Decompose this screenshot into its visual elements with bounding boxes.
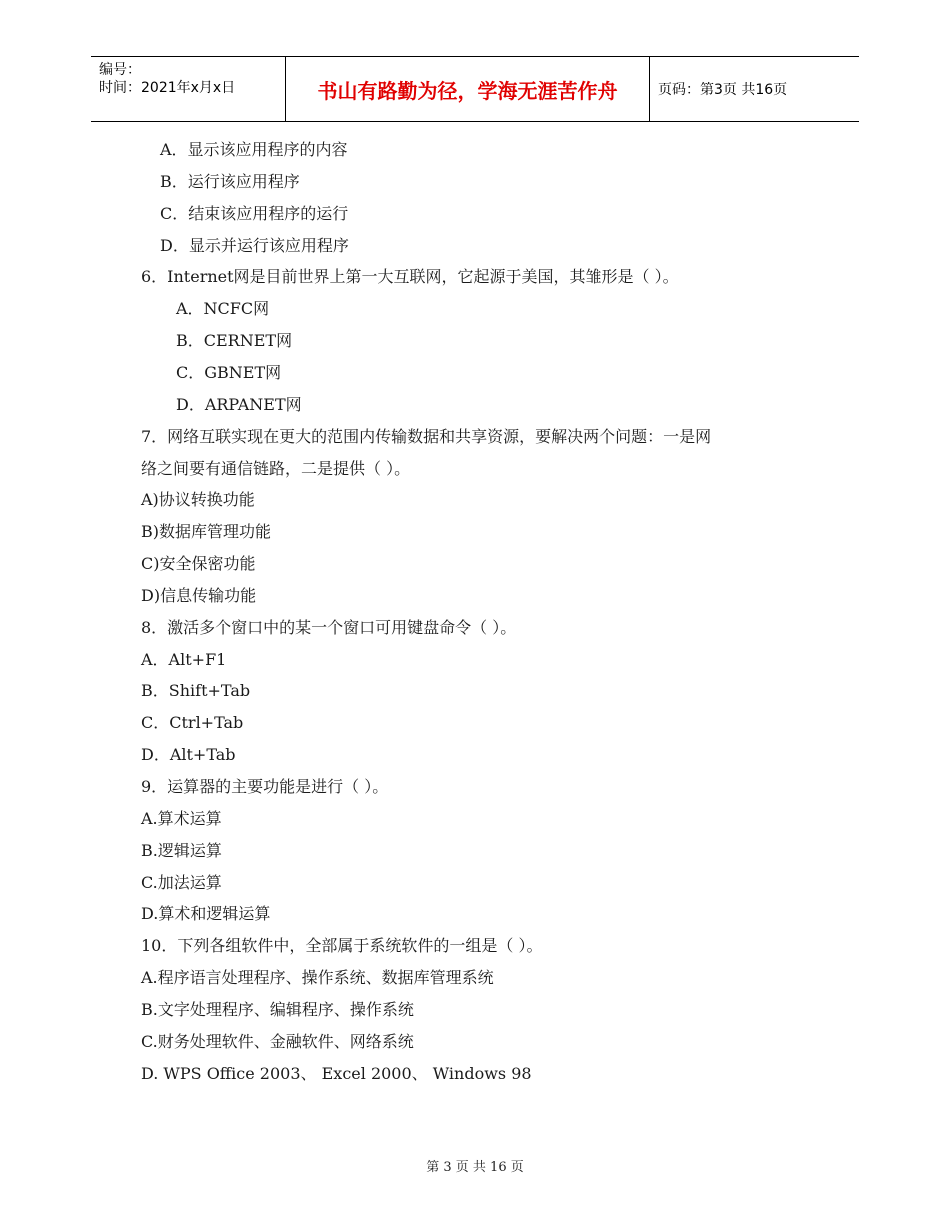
header-code-label: 编号： [99,62,141,78]
document-line: D．Alt+Tab [141,745,236,765]
document-line: B．CERNET网 [176,331,293,351]
document-line: C．结束该应用程序的运行 [160,203,349,223]
document-line: D. WPS Office 2003、 Excel 2000、 Windows 98 [141,1063,532,1083]
document-line: 7．网络互联实现在更大的范围内传输数据和共享资源，要解决两个问题：一是网 [141,426,712,446]
document-line: 6．Internet网是目前世界上第一大互联网，它起源于美国，其雏形是（ ）。 [141,267,679,287]
header-motto: 书山有路勤为径，学海无涯苦作舟 [317,78,618,103]
header-page-info: 页码：第3页 共16页 [658,82,788,98]
document-line: B．Shift+Tab [141,681,251,701]
document-line: A.程序语言处理程序、操作系统、数据库管理系统 [141,968,494,988]
document-line: D)信息传输功能 [141,585,257,605]
document-line: B．运行该应用程序 [160,171,300,191]
document-line: B.逻辑运算 [141,840,222,860]
document-line: D.算术和逻辑运算 [141,904,271,924]
document-line: B)数据库管理功能 [141,522,272,542]
document-line: C．GBNET网 [176,362,282,382]
document-line: A．Alt+F1 [141,649,227,669]
document-line: C.财务处理软件、金融软件、网络系统 [141,1031,414,1051]
document-line: D．显示并运行该应用程序 [160,235,349,255]
document-line: A.算术运算 [141,808,222,828]
document-line: 络之间要有通信链路，二是提供（ ）。 [141,458,411,478]
document-line: A．显示该应用程序的内容 [160,140,348,159]
header-time-label: 时间：2021年x月x日 [99,80,236,96]
document-line: B.文字处理程序、编辑程序、操作系统 [141,999,414,1019]
document-line: 8．激活多个窗口中的某一个窗口可用键盘命令（ ）。 [141,617,517,637]
document-line: A．NCFC网 [176,299,270,319]
document-line: A)协议转换功能 [141,490,255,510]
page-header [91,56,859,122]
document-line: 9．运算器的主要功能是进行（ ）。 [141,777,389,796]
document-line: 10．下列各组软件中，全部属于系统软件的一组是（ ）。 [141,936,543,956]
header-meta [99,61,285,97]
header-divider-right [649,57,650,121]
document-line: C.加法运算 [141,872,222,892]
document-line: D．ARPANET网 [176,394,302,414]
document-line: C)安全保密功能 [141,554,256,574]
document-line: C．Ctrl+Tab [141,713,244,733]
page-footer: 第 3 页 共 16 页 [426,1160,524,1175]
